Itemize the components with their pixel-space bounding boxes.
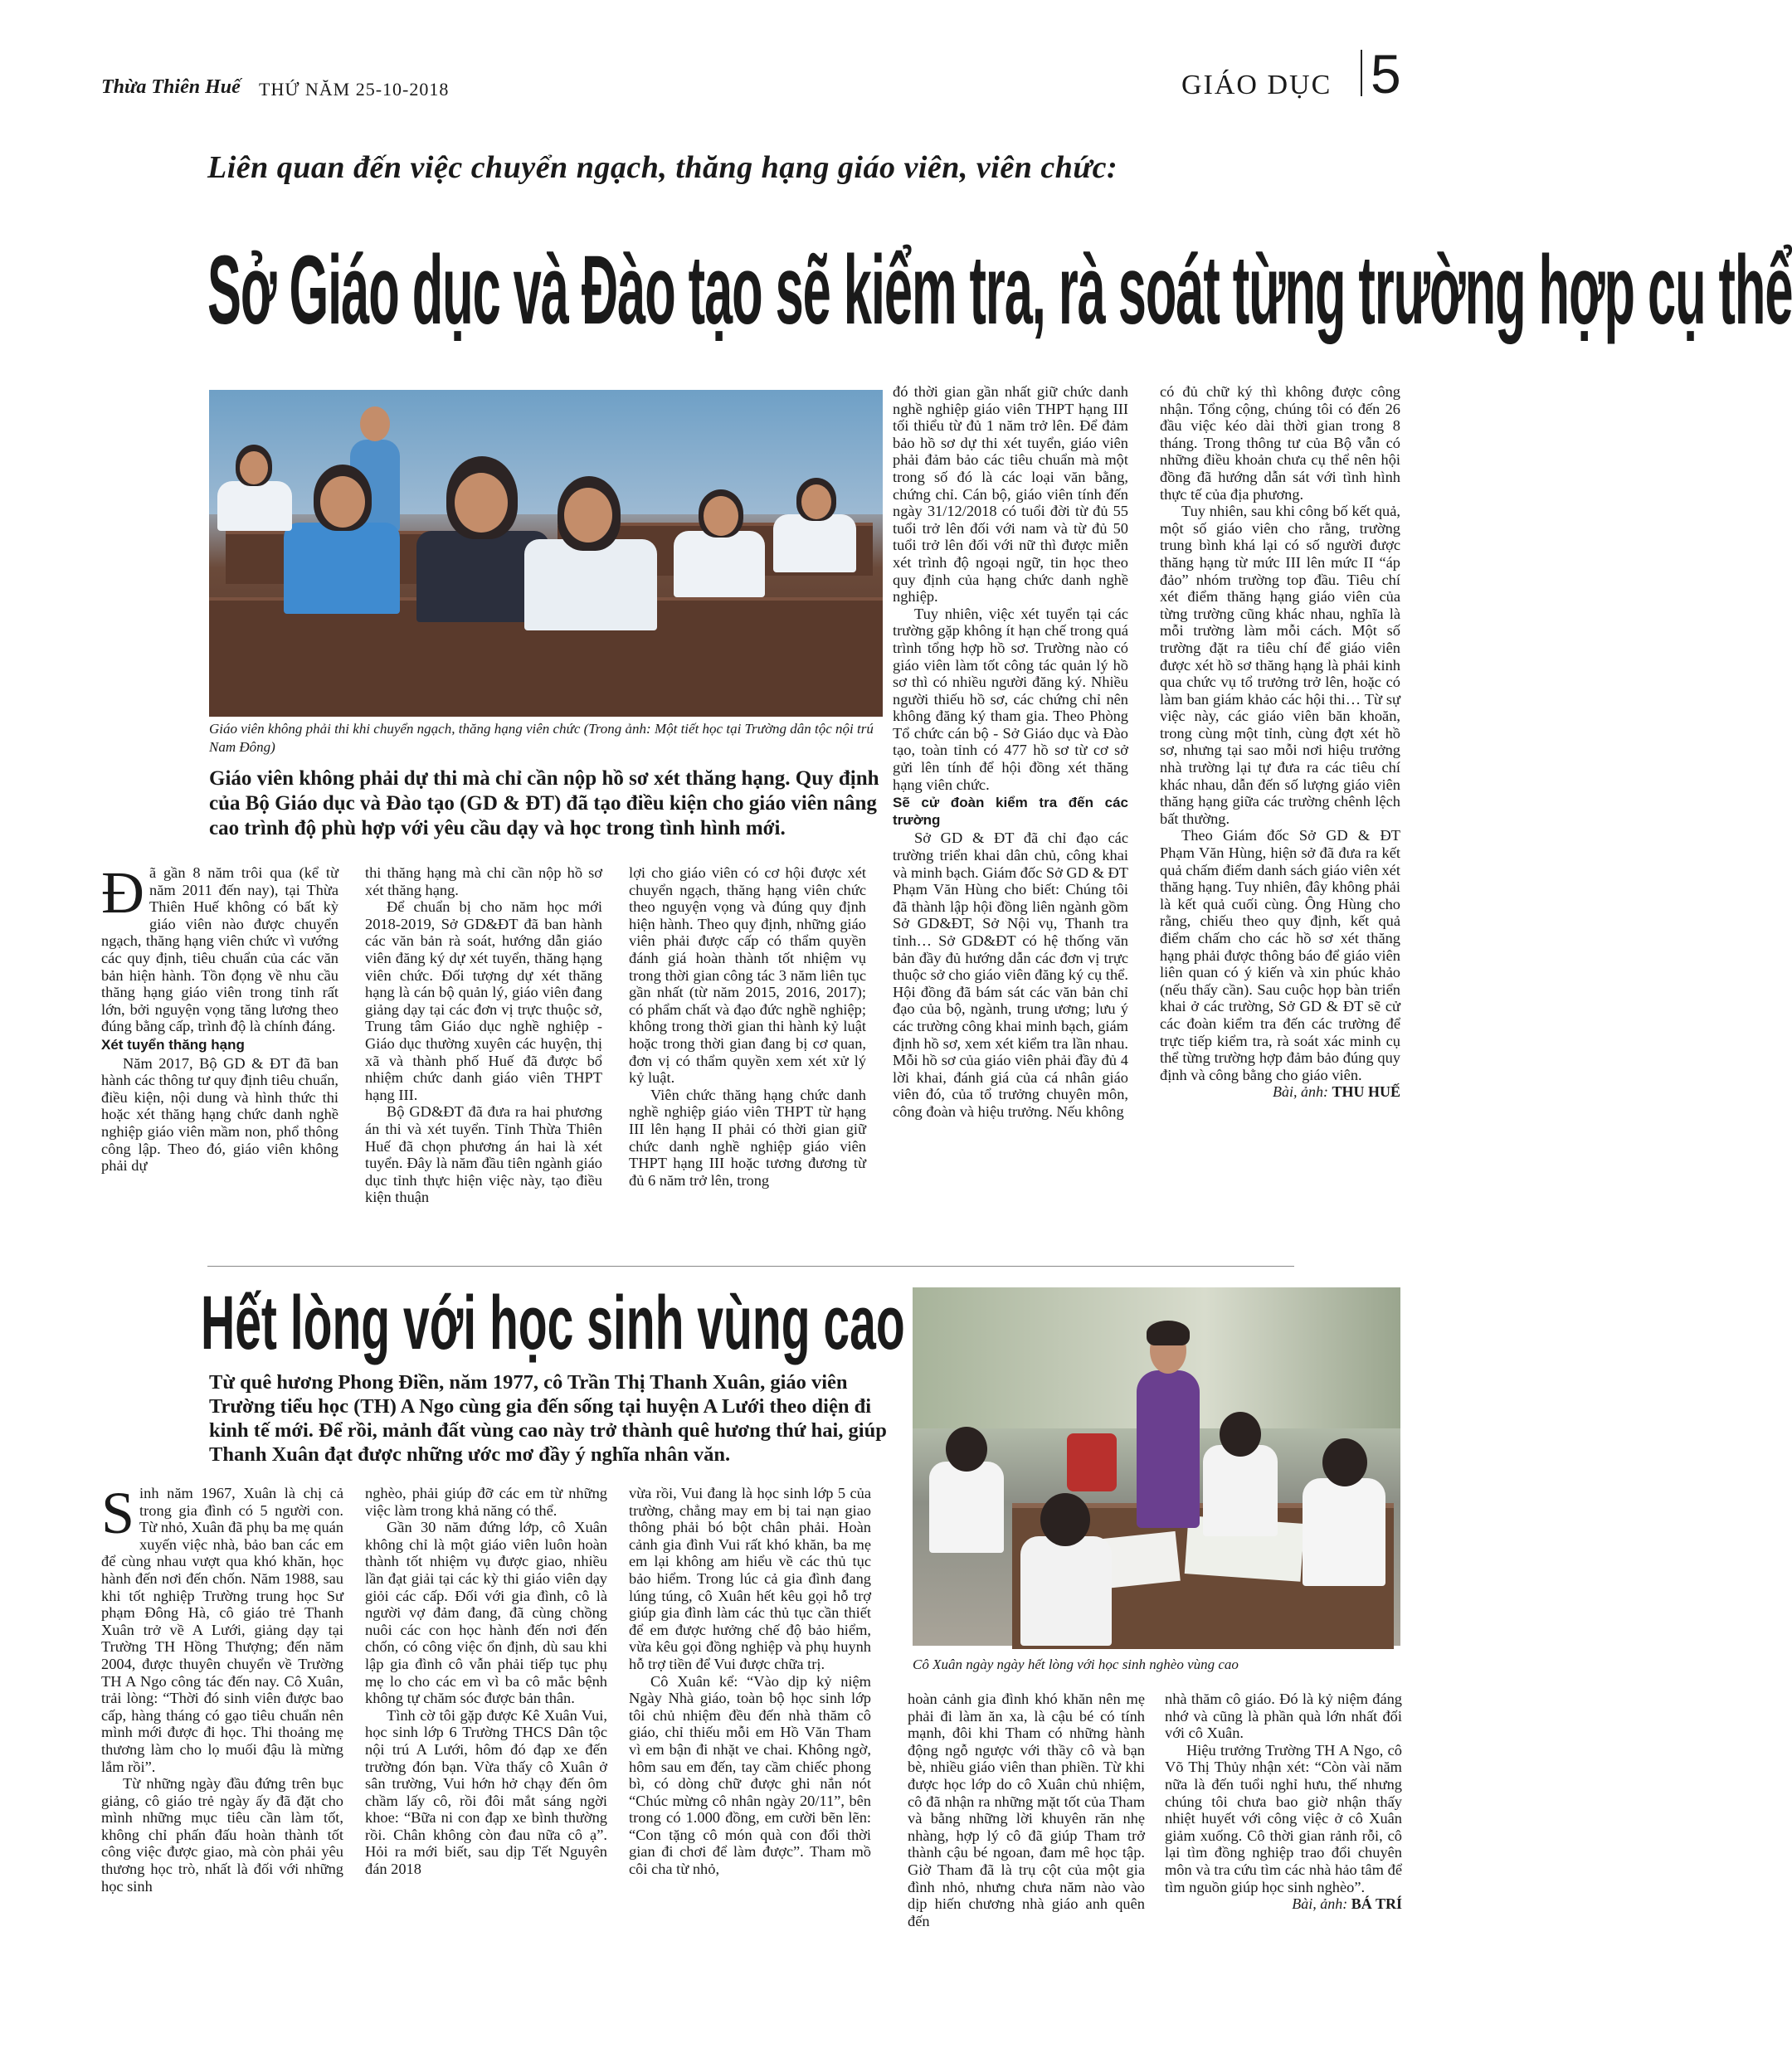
article1-headline: Sở Giáo dục và Đào tạo sẽ kiểm tra, rà soát từng trường hợp cụ thể <box>207 236 1792 345</box>
subheading: Xét tuyển thăng hạng <box>101 1036 245 1053</box>
body-paragraph: vừa rồi, Vui đang là học sinh lớp 5 của trường, chẳng may em bị tai nạn giao thông phải bó bột chân phải. Hoàn cảnh gia đình Vui rất khó khăn, ba mẹ em lại không am hiểu về các thủ tục bảo hiểm. Trong lúc cả gia đình đang lúng túng, cô Xuân hết kêu gọi hỗ trợ giúp gia đình làm các thủ tục cần thiết để em được hưởng chế độ bảo hiểm, vừa kêu gọi đồng nghiệp và phụ huynh hỗ trợ tiền để Vui được chữa trị. <box>629 1485 871 1672</box>
body-paragraph: Hiệu trưởng Trường TH A Ngo, cô Võ Thị Thủy nhận xét: “Còn vài năm nữa là đến tuổi nghỉ hưu, thế nhưng chúng tôi chưa bao giờ nhận thấy nhiệt huyết với công việc ở cô Xuân giảm xuống. Cô thời gian rảnh rỗi, cô lại tìm đồng nghiệp trao đổi chuyên môn và tra cứu tìm các nhà hảo tâm để tìm nguồn giúp học sinh nghèo”. <box>1165 1741 1402 1895</box>
dropcap: S <box>101 1480 135 1546</box>
article1-photo-caption: Giáo viên không phải thi khi chuyển ngạch, thăng hạng viên chức (Trong ảnh: Một tiết học tại Trường dân tộc nội trú Nam Đông) <box>209 721 874 755</box>
article1-lede: Giáo viên không phải dự thi mà chỉ cần nộp hồ sơ xét thăng hạng. Quy định của Bộ Giáo dục và Đào tạo (GD & ĐT) đã tạo điều kiện cho giáo viên nâng cao trình độ phù hợp với yêu cầu dạy và học trong tình hình mới. <box>209 767 879 839</box>
article1-column-5 <box>1160 383 1400 1101</box>
article-divider <box>207 1266 1294 1267</box>
byline-author: THU HUẾ <box>1332 1083 1400 1101</box>
article1-column-4 <box>893 383 1128 1121</box>
article2-column-2 <box>365 1485 607 1878</box>
section-divider <box>1361 50 1362 96</box>
body-paragraph: có đủ chữ ký thì không được công nhận. Tổng cộng, chúng tôi có đến 26 đầu việc kéo dài thời gian trong 8 tháng. Trong thông tư của Bộ vẫn có những điều khoản chưa cụ thể nên hội đồng đã hướng dẫn sát với tình hình thực tế của địa phương. <box>1160 383 1400 503</box>
article2-column-3 <box>629 1485 871 1878</box>
article2-column-1 <box>101 1480 343 1895</box>
issue-date: THỨ NĂM 25-10-2018 <box>259 79 450 100</box>
byline-label: Bài, ảnh: <box>1292 1895 1348 1913</box>
dropcap: Đ <box>101 859 144 926</box>
body-paragraph: thi thăng hạng mà chỉ cần nộp hồ sơ xét thăng hạng. <box>365 864 602 898</box>
body-paragraph: Sở GD & ĐT đã chỉ đạo các trường triển khai dân chủ, công khai và minh bạch. Giám đốc Sở GD & ĐT Phạm Văn Hùng cho biết: Chúng tôi đã thành lập hội đồng liên ngành gồm Sở GD&ĐT, Sở Nội vụ, Thanh tra tỉnh… Sở GD&ĐT có hệ thống văn bản đầy đủ hướng dẫn các đơn vị trực thuộc sở cho giáo viên đăng ký cụ thể. Hội đồng đã bám sát các văn bản chỉ đạo của bộ, ngành, trung ương; lưu ý các trường công khai minh bạch, giám định hồ sơ, xem xét kiểm tra lần nhau. Mỗi hồ sơ của giáo viên phải đầy đủ 4 lời khai, đánh giá của cá nhân giáo viên đó, của tổ trưởng chuyên môn, công đoàn và hiệu trưởng. Nếu không <box>893 830 1129 1120</box>
body-paragraph: Theo Giám đốc Sở GD & ĐT Phạm Văn Hùng, hiện sở đã đưa ra kết quả chấm điểm danh sách giáo viên xét thăng hạng. Tuy nhiên, đây không phải là kết quả cuối cùng. Ông Hùng cho rằng, chiếu theo quy định, kết quả điểm chấm cho các hồ sơ xét thăng hạng phải được thông báo để giáo viên liên quan có ý kiến và xin phúc khảo (nếu thấy cần). Sau cuộc họp bàn triển khai ở các trường, Sở GD & ĐT sẽ cử các đoàn kiểm tra đến các trường để trực tiếp kiểm tra, rà soát xác minh cụ thể từng trường hợp đảm bảo đúng quy định và công bằng cho giáo viên. <box>1160 827 1400 1083</box>
article1-photo <box>209 390 883 713</box>
byline-label: Bài, ảnh: <box>1272 1083 1328 1101</box>
article2-column-5 <box>1165 1691 1402 1913</box>
article2-photo <box>913 1287 1400 1646</box>
body-paragraph: ã gần 8 năm trôi qua (kể từ năm 2011 đến nay), tại Thừa Thiên Huế không có bất kỳ giáo viên nào được chuyển ngạch, thăng hạng viên chức vì vướng các quy định, tiêu chuẩn của các văn bản hiện hành. Tồn đọng về nhu cầu thăng hạng giáo viên trong tỉnh rất lớn, bởi nguyện vọng tăng lương theo đúng bằng cấp, trình độ là chính đáng. <box>101 864 338 1035</box>
body-paragraph: Gần 30 năm đứng lớp, cô Xuân không chỉ là một giáo viên luôn hoàn thành tốt nhiệm vụ được giao, nhiều lần đạt giải tại các kỳ thi giáo viên dạy giỏi các cấp. Đối với gia đình, cô là người vợ đảm đang, đã cùng chồng nuôi các con học hành đến nơi đến chốn, có công việc ổn định, dù sau khi lập gia đình cô vẫn phải tiếp tục phụ mẹ lo cho các em vì ba cô mắc bệnh không tự chăm sóc được bản thân. <box>365 1519 607 1707</box>
article2-photo-caption: Cô Xuân ngày ngày hết lòng với học sinh nghèo vùng cao <box>913 1657 1239 1672</box>
body-paragraph: Bộ GD&ĐT đã đưa ra hai phương án thi và xét tuyển. Tỉnh Thừa Thiên Huế đã chọn phương án hai là xét tuyển. Đây là năm đầu tiên ngành giáo dục tỉnh thực hiện việc này, tạo điều kiện thuận <box>365 1103 602 1206</box>
article1-column-2 <box>365 864 602 1206</box>
page-number: 5 <box>1371 43 1401 105</box>
body-paragraph: Để chuẩn bị cho năm học mới 2018-2019, Sở GD&ĐT đã ban hành các văn bản rà soát, hướng dẫn giáo viên đăng ký dự xét tuyển, thăng hạng viên chức. Đối tượng dự xét thăng hạng là cán bộ quản lý, giáo viên đang giảng dạy tại các đơn vị trực thuộc sở, Trung tâm Giáo dục nghề nghiệp - Giáo dục thường xuyên các huyện, thị xã và thành phố Huế đã được bổ nhiệm chức danh giáo viên THPT hạng III. <box>365 898 602 1103</box>
article2-byline <box>1165 1895 1402 1913</box>
body-paragraph: nghèo, phải giúp đỡ các em từ những việc làm trong khả năng có thể. <box>365 1485 607 1519</box>
body-paragraph: Viên chức thăng hạng chức danh nghề nghiệp giáo viên THPT từ hạng III lên hạng II phải có thời gian giữ chức danh nghề nghiệp giáo viên THPT hạng III hoặc tương đương từ đủ 6 năm trở lên, trong <box>629 1086 866 1189</box>
masthead: Thừa Thiên Huế <box>101 76 241 98</box>
article1-kicker: Liên quan đến việc chuyển ngạch, thăng hạng giáo viên, viên chức: <box>207 150 1118 185</box>
body-paragraph: Cô Xuân kể: “Vào dịp kỷ niệm Ngày Nhà giáo, toàn bộ học sinh lớp tôi chủ nhiệm đều đến nhà thăm cô giáo, chỉ thiếu mỗi em Hồ Văn Tham vì em bận đi nhặt ve chai. Không ngờ, hôm sau em đến, tay cầm chiếc phong bì, có dòng chữ được ghi nắn nót “Chúc mừng cô nhân ngày 20/11”, bên trong có 1.000 đồng, em cười bẽn lẽn: “Con tặng cô món quà con đổi thời gian đi chơi để làm được”. Tham mồ côi cha từ nhỏ, <box>629 1672 871 1878</box>
body-paragraph: Tuy nhiên, việc xét tuyển tại các trường gặp không ít hạn chế trong quá trình tổng hợp hồ sơ. Trường nào có giáo viên làm tốt công tác quản lý hồ sơ thì có nhiều người đăng ký. Nhiều người thiếu hồ sơ, các chứng chỉ nên không đăng ký tham gia. Theo Phòng Tổ chức cán bộ - Sở Giáo dục và Đào tạo, toàn tỉnh có 477 hồ sơ từ cơ sở gửi lên tính để hội đồng xét thăng hạng viên chức. <box>893 605 1128 793</box>
article2-column-4 <box>908 1691 1145 1929</box>
body-paragraph: hoàn cảnh gia đình khó khăn nên mẹ phải đi làm ăn xa, là cậu bé có tính mạnh, đôi khi Tham có những hành động ngỗ ngược với thầy cô và bạn bè, nhiều giáo viên than phiền. Từ khi được học lớp do cô Xuân chủ nhiệm, cô đã nhận ra những mặt tốt của Tham và bằng những lời khuyên răn nhẹ nhàng, hợp lý cô đã giúp Tham trở thành cậu bé ngoan, đam mê học tập. Giờ Tham đã là trụ cột của một gia đình nhỏ, nhưng chưa năm nào vào dịp hiến chương nhà giáo anh quên đến <box>908 1691 1145 1929</box>
section-name: GIÁO DỤC <box>1181 70 1332 100</box>
article2-headline: Hết lòng với học sinh vùng cao <box>201 1281 905 1365</box>
body-paragraph: Tình cờ tôi gặp được Kê Xuân Vui, học sinh lớp 6 Trường THCS Dân tộc nội trú A Lưới, hôm đó đạp xe đến trường đón bạn. Vừa thấy cô Xuân ở sân trường, Vui hớn hở chạy đến ôm chầm lấy cô, rồi đôi mắt sáng ngời khoe: “Bữa ni con đạp xe bình thường rồi. Chân không còn đau nữa cô ạ”. Hỏi ra mới biết, sau dịp Tết Nguyên đán 2018 <box>365 1706 607 1878</box>
byline-author: BÁ TRÍ <box>1351 1895 1402 1913</box>
body-paragraph: Từ những ngày đầu đứng trên bục giảng, cô giáo trẻ ngày ấy đã đặt cho mình những mục tiêu cần làm tốt, không chỉ phấn đấu hoàn thành tốt công việc được giao, mà còn phải yêu thương học trò, nhất là đối với những học sinh <box>101 1775 343 1895</box>
body-paragraph: đó thời gian gần nhất giữ chức danh nghề nghiệp giáo viên THPT hạng III tối thiểu từ đủ 1 năm trở lên. Để đảm bảo hồ sơ dự thi xét tuyển, giáo viên phải đảm bảo các tiêu chuẩn mà một trong số đó là các loại văn bằng, chứng chỉ. Cán bộ, giáo viên tính đến ngày 31/12/2018 có tuổi đời từ đủ 55 tuổi trở lên đối với nam và từ đủ 50 tuổi trở lên đối với nữ thì được miễn xét trình độ ngoại ngữ, tin học theo quy định của hạng chức danh nghề nghiệp. <box>893 383 1128 606</box>
body-paragraph: nhà thăm cô giáo. Đó là kỷ niệm đáng nhớ và cũng là phần quà lớn nhất đối với cô Xuân. <box>1165 1691 1402 1742</box>
body-paragraph: Năm 2017, Bộ GD & ĐT đã ban hành các thông tư quy định tiêu chuẩn, điều kiện, nội dung và hình thức thi hoặc xét thăng hạng chức danh nghề nghiệp giáo viên mầm non, phổ thông công lập. Theo đó, giáo viên không phải dự <box>101 1054 338 1175</box>
body-paragraph: inh năm 1967, Xuân là chị cả trong gia đình có 5 người con. Từ nhỏ, Xuân đã phụ ba mẹ quán xuyến việc nhà, bảo ban các em để cùng nhau vượt qua khó khăn, học hành đến nơi đến chốn. Năm 1988, sau khi tốt nghiệp Trường trung học Sư phạm Đông Hà, cô giáo trẻ Thanh Xuân trở về A Lưới, giảng dạy tại Trường TH Hồng Thượng; đến năm 2004, được thuyên chuyển về Trường TH A Ngo công tác đến nay. Cô Xuân, trải lòng: “Thời đó sinh viên được bao cấp, hàng tháng có gạo tiêu chuẩn nên mình mới được đi học. Thi thoảng mẹ thương làm cho lọ muối đậu là mừng lắm rồi”. <box>101 1485 343 1775</box>
body-paragraph: Tuy nhiên, sau khi công bố kết quả, một số giáo viên cho rằng, trường trung bình khá lại có số người được thăng hạng từ mức III lên mức II “áp đảo” nhóm trường top đầu. Tiêu chí xét điểm thăng hạng giáo viên của từng trường cũng khác nhau, nghĩa là mỗi trường làm mỗi cách. Một số trường đặt ra tiêu chí để giáo viên được xét hồ sơ thăng hạng là phải kinh qua chức vụ tổ trưởng trở lên, hoặc có làm ban giám khảo các hội thi… Từ sự việc này, các giáo viên băn khoăn, trong cùng một tỉnh, cùng đợt xét hồ sơ, nhưng tại sao mỗi nơi hiệu trưởng nhà trường lại tự đưa ra các tiêu chí khác nhau, dẫn đến số lượng giáo viên thăng hạng giữa các trường chênh lệch bất thường. <box>1160 503 1400 827</box>
article1-column-3 <box>629 864 866 1189</box>
article1-byline <box>1160 1083 1400 1101</box>
body-paragraph: lợi cho giáo viên có cơ hội được xét chuyển ngạch, thăng hạng viên chức theo nguyện vọng và đúng quy định hiện hành. Theo quy định, những giáo viên phải được cấp có thẩm quyền đánh giá hoàn thành tốt nhiệm vụ trong thời gian công tác 3 năm liên tục gần nhất (từ năm 2015, 2016, 2017); có phẩm chất và đạo đức nghề nghiệp; không trong thời gian thi hành kỷ luật hoặc trong thời gian đang bị cơ quan, đơn vị có thẩm quyền xem xét xử lý kỷ luật. <box>629 864 866 1087</box>
subheading: Sẽ cử đoàn kiểm tra đến các trường <box>893 795 1128 828</box>
article1-column-1 <box>101 859 338 1175</box>
article2-lede: Từ quê hương Phong Điền, năm 1977, cô Trần Thị Thanh Xuân, giáo viên Trường tiểu học (TH) A Ngo cùng gia đến sống tại huyện A Lưới theo diện đi kinh tế mới. Để rồi, mảnh đất vùng cao này trở thành quê hương thứ hai, giúp Thanh Xuân đạt được những ước mơ đầy ý nghĩa nhân văn. <box>209 1371 887 1466</box>
